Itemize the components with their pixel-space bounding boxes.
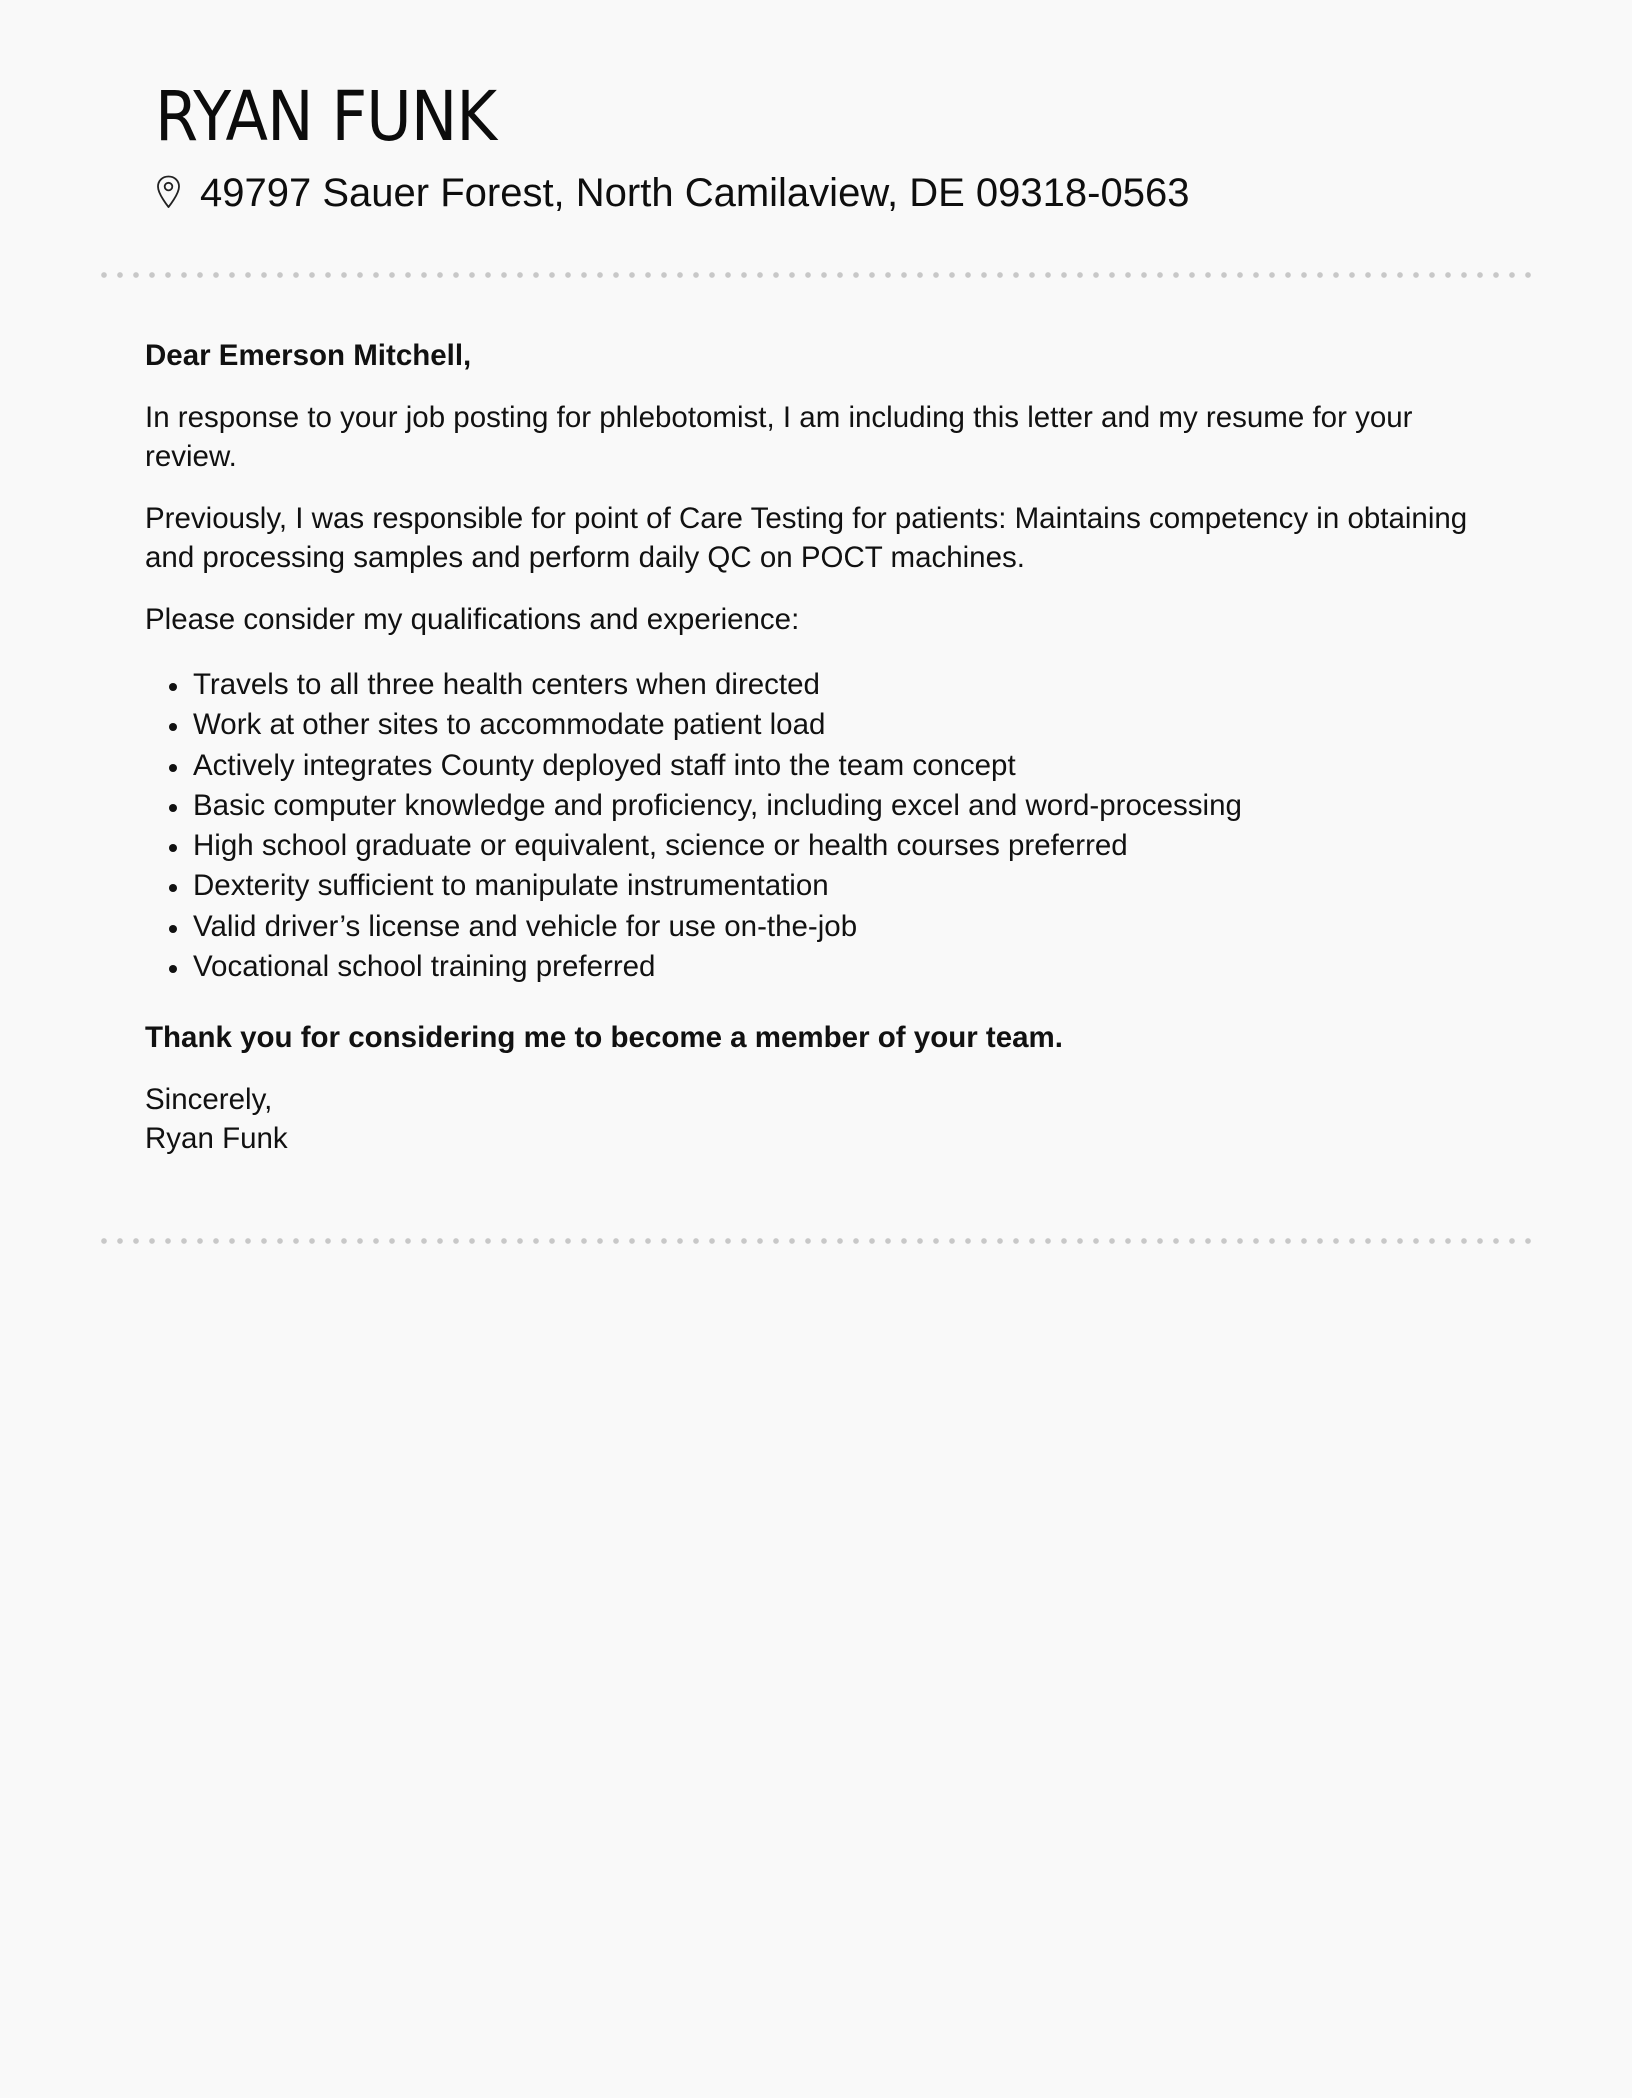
closing-statement: Thank you for considering me to become a member of your team. — [145, 1021, 1063, 1055]
paragraph-intro: In response to your job posting for phlebotomist, I am including this letter and my resume for your review. — [145, 401, 1413, 473]
list-item: Travels to all three health centers when directed — [145, 665, 1485, 705]
qualifications-list — [145, 665, 1485, 987]
letter-header — [155, 72, 1495, 215]
signature-name: Ryan Funk — [145, 1122, 288, 1156]
map-pin-icon — [155, 174, 182, 210]
list-item: Work at other sites to accommodate patient load — [145, 705, 1485, 745]
signoff-block — [145, 1080, 1485, 1158]
letter-body — [145, 336, 1485, 1158]
signoff: Sincerely, — [145, 1083, 273, 1117]
paragraph-qualifications-lead: Please consider my qualifications and experience: — [145, 603, 800, 636]
list-item: Actively integrates County deployed staff into the team concept — [145, 746, 1485, 786]
bottom-dotted-divider — [96, 1238, 1536, 1244]
list-item: Basic computer knowledge and proficiency, including excel and word-processing — [145, 786, 1485, 826]
address-row — [155, 165, 1189, 221]
address-text: 49797 Sauer Forest, North Camilaview, DE 09318-0563 — [200, 170, 1190, 215]
list-item: Dexterity sufficient to manipulate instrumentation — [145, 866, 1485, 906]
greeting: Dear Emerson Mitchell, — [145, 339, 472, 372]
list-item: Vocational school training preferred — [145, 947, 1485, 987]
list-item: High school graduate or equivalent, science or health courses preferred — [145, 826, 1485, 866]
list-item: Valid driver’s license and vehicle for use on-the-job — [145, 907, 1485, 947]
applicant-name: RYAN FUNK — [155, 77, 497, 157]
paragraph-experience: Previously, I was responsible for point of Care Testing for patients: Maintains competency in obtaining and processing samples and perform daily QC on POCT machines. — [145, 502, 1468, 574]
top-dotted-divider — [96, 272, 1536, 278]
